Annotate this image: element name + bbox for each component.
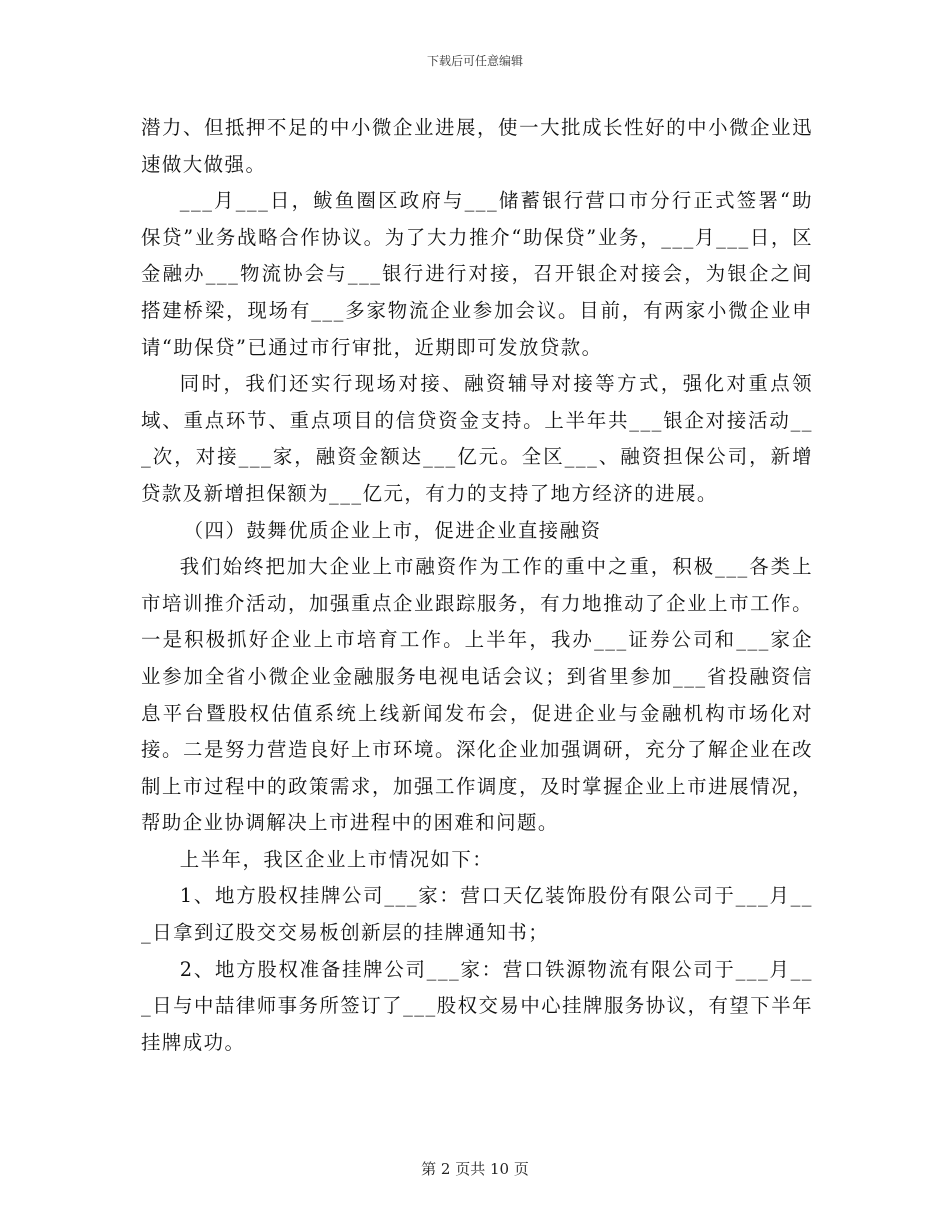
list-item-2: 2、地方股权准备挂牌公司___家：营口铁源物流有限公司于___月___日与中喆律师事务所签订了___股权交易中心挂牌服务协议，有望下半年挂牌成功。 [141,957,813,1054]
paragraph-2: ___月___日，鲅鱼圈区政府与___储蓄银行营口市分行正式签署“助保贷”业务战略合作协议。为了大力推介“助保贷”业务，___月___日，区金融办___物流协会与___银行进行对接，召开银企对接会，为银企之间搭建桥梁，现场有___多家物流企业参加会议。目前，有两家小微企业申请“助保贷”已通过市行审批，近期即可发放贷款。 [141,189,813,359]
page-footer: 第 2 页共 10 页 [421,1160,529,1178]
paragraph-1: 潜力、但抵押不足的中小微企业进展，使一大批成长性好的中小微企业迅速做大做强。 [141,116,813,176]
page-header: 下载后可任意编辑 [426,54,523,68]
document-body [141,110,813,1061]
paragraph-6: 上半年，我区企业上市情况如下： [179,847,494,871]
paragraph-3: 同时，我们还实行现场对接、融资辅导对接等方式，强化对重点领域、重点环节、重点项目的信贷资金支持。上半年共___银企对接活动___次，对接___家，融资金额达___亿元。全区___、融资担保公司，新增贷款及新增担保额为___亿元，有力的支持了地方经济的进展。 [141,372,813,505]
list-item-1: 1、地方股权挂牌公司___家：营口天亿装饰股份有限公司于___月___日拿到辽股交交易板创新层的挂牌通知书； [141,884,813,945]
paragraph-5: 我们始终把加大企业上市融资作为工作的重中之重，积极___各类上市培训推介活动，加强重点企业跟踪服务，有力地推动了企业上市工作。一是积极抓好企业上市培育工作。上半年，我办___证券公司和___家企业参加全省小微企业金融服务电视电话会议；到省里参加___省投融资信息平台暨股权估值系统上线新闻发布会，促进企业与金融机构市场化对接。二是努力营造良好上市环境。深化企业加强调研，充分了解企业在改制上市过程中的政策需求，加强工作调度，及时掌握企业上市进展情况，帮助企业协调解决上市进程中的困难和问题。 [141,555,813,835]
section-heading-4: （四）鼓舞优质企业上市，促进企业直接融资 [183,518,602,542]
